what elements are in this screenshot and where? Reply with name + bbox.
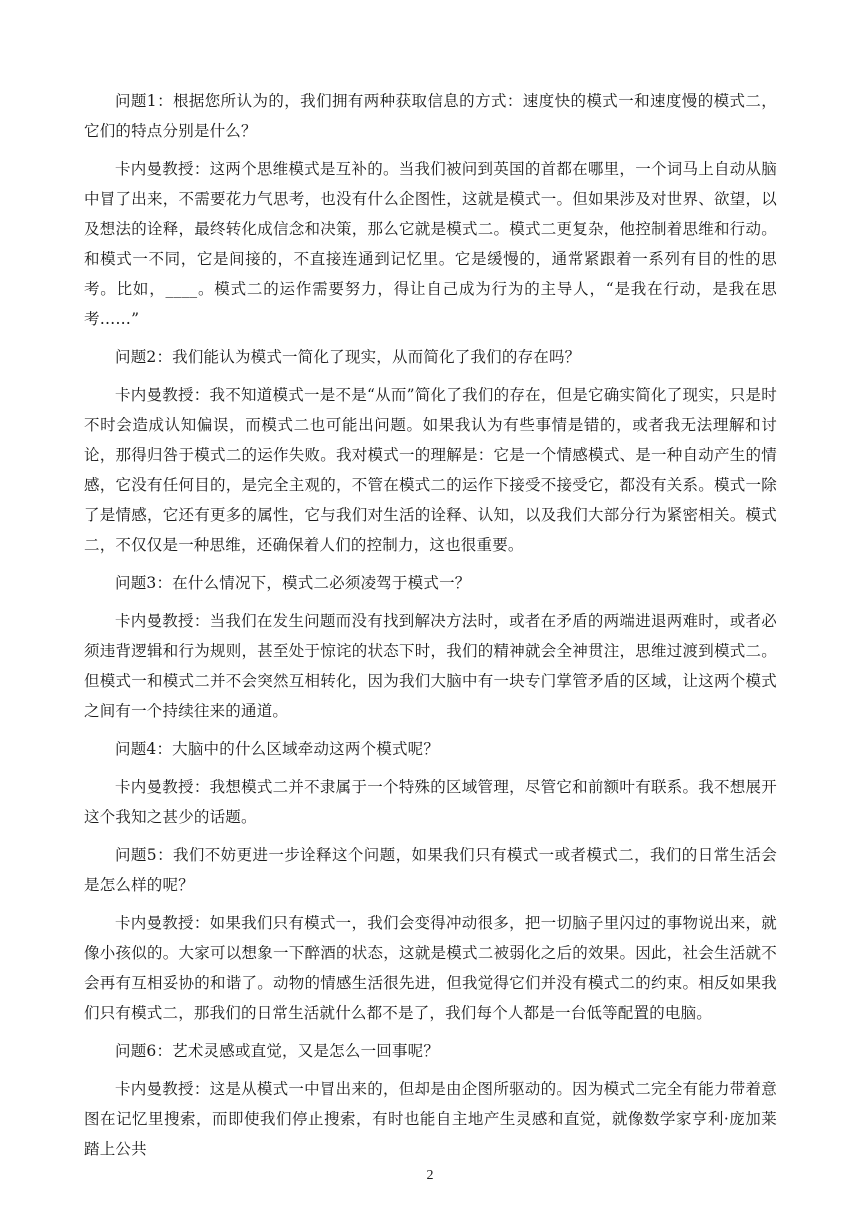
answer-1: 卡内曼教授：这两个思维模式是互补的。当我们被问到英国的首都在哪里，一个词马上自动从脑中冒了出来，不需要花力气思考，也没有什么企图性，这就是模式一。但如果涉及对世界、欲望，以及想法的诠释，最终转化成信念和决策，那么它就是模式二。模式二更复杂，他控制着思维和行动。和模式一不同，它是间接的，不直接连通到记忆里。它是缓慢的，通常紧跟着一系列有目的性的思考。比如，____。模式二的运作需要努力，得让自己成为行为的主导人，“是我在行动，是我在思考……” [84,160,777,328]
answer-6: 卡内曼教授：这是从模式一中冒出来的，但却是由企图所驱动的。因为模式二完全有能力带着意图在记忆里搜索，而即使我们停止搜索，有时也能自主地产生灵感和直觉，就像数学家亨利·庞加莱踏上公共 [84,1080,777,1158]
question-3: 问题3：在什么情况下，模式二必须凌驾于模式一？ [115,574,471,592]
question-5: 问题5：我们不妨更进一步诠释这个问题，如果我们只有模式一或者模式二，我们的日常生活会是怎么样的呢？ [84,846,777,894]
body-text [84,86,777,1172]
question-4: 问题4：大脑中的什么区域牵动这两个模式呢？ [115,740,440,758]
question-1: 问题1：根据您所认为的，我们拥有两种获取信息的方式：速度快的模式一和速度慢的模式二，它们的特点分别是什么？ [84,92,777,140]
answer-3: 卡内曼教授：当我们在发生问题而没有找到解决方法时，或者在矛盾的两端进退两难时，或者必须违背逻辑和行为规则，甚至处于惊诧的状态下时，我们的精神就会全神贯注，思维过渡到模式二。但模式一和模式二并不会突然互相转化，因为我们大脑中有一块专门掌管矛盾的区域，让这两个模式之间有一个持续往来的通道。 [84,612,777,720]
page-number: 2 [426,1168,434,1183]
answer-2: 卡内曼教授：我不知道模式一是不是“从而”简化了我们的存在，但是它确实简化了现实，只是时不时会造成认知偏误，而模式二也可能出问题。如果我认为有些事情是错的，或者我无法理解和讨论，那得归咎于模式二的运作失败。我对模式一的理解是：它是一个情感模式、是一种自动产生的情感，它没有任何目的，是完全主观的，不管在模式二的运作下接受不接受它，都没有关系。模式一除了是情感，它还有更多的属性，它与我们对生活的诠释、认知，以及我们大部分行为紧密相关。模式二，不仅仅是一种思维，还确保着人们的控制力，这也很重要。 [84,386,777,554]
question-6: 问题6：艺术灵感或直觉，又是怎么一回事呢？ [115,1042,440,1060]
answer-5: 卡内曼教授：如果我们只有模式一，我们会变得冲动很多，把一切脑子里闪过的事物说出来，就像小孩似的。大家可以想象一下醉酒的状态，这就是模式二被弱化之后的效果。因此，社会生活就不会再有互相妥协的和谐了。动物的情感生活很先进，但我觉得它们并没有模式二的约束。相反如果我们只有模式二，那我们的日常生活就什么都不是了，我们每个人都是一台低等配置的电脑。 [84,914,777,1022]
question-2: 问题2：我们能认为模式一简化了现实，从而简化了我们的存在吗？ [115,348,581,366]
answer-4: 卡内曼教授：我想模式二并不隶属于一个特殊的区域管理，尽管它和前额叶有联系。我不想展开这个我知之甚少的话题。 [84,778,777,826]
